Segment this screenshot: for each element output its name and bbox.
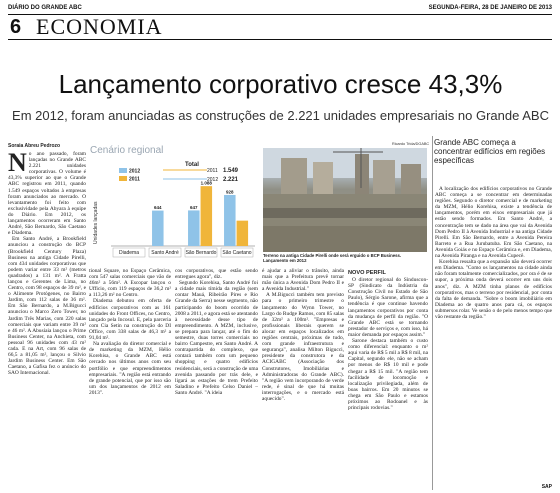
section-bar (8, 14, 552, 40)
legend-label: 2012 (129, 168, 141, 175)
masthead-paper-name: DIÁRIO DO GRANDE ABC (8, 5, 82, 11)
totals-label: Total (185, 162, 199, 168)
y-axis-label: Unidades lançadas (93, 201, 99, 244)
headline: Lançamento corporativo cresce 43,3% (58, 69, 503, 99)
data-label: 928 (226, 189, 234, 195)
x-tick-label: Diadema (118, 250, 140, 256)
side-headline: Grande ABC começa a concentrar edifícios em regiões específicas (434, 138, 546, 165)
bar-2011-2 (201, 186, 213, 246)
page-number: 6 (10, 15, 22, 38)
total-value: 2.221 (223, 177, 239, 183)
byline: Soraia Abreu Pedrozo (8, 143, 61, 149)
article-paragraph: cos corporativos, que estão sendo entregues agora", diz. (175, 268, 258, 281)
article-paragraph: Em Santo André, a Brookfield anunciou a construção do BCP (Brookfield Century Plaza) Business na antiga Cidade Pirelli, com 434 unidades corporativas que podem variar entre 33 m² (metros quadrados) a 131 m². A Fratta lançou e Gerentes de Lima, no Centro, com 98 espaços de 39 m², e o Alimente Protógenes, no Bairro Jardim, com 112 salas de 36 m². Em São Bernardo, a M.Bigucci anunciou o Marco Zero Tower, no Jardim Três Marias, com 220 salas comerciais que variam entre 39 m² e 46 m². A Abusiaia lançou o Prime Business Center, na Anchieta, com pessoal 96 unidades com 43 m² cada. E na Art, com 96 salas de 66,5 a 81,05 m², lançou o Silvio Jardim Business Center. Em São Caetano, a Gafisa fez o anúncio do SAO Internacional. (8, 236, 86, 377)
bar-2012-1 (152, 211, 164, 246)
legend-label: 2011 (129, 176, 140, 183)
data-label: 647 (190, 204, 198, 210)
article-paragraph: tional Square, no Espaço Cerâmica, com 547 salas comerciais que vão de 46m² a 56m². A Escopar lançou o Ufficio, com 119 espaços de 36,2 m² a 113,26 m² no Centro. (89, 268, 171, 299)
article-paragraph: Korehisa ressalta que a expansão não deverá ocorrer em Diadema. "Como os lançamentos na cidade ainda não foram totalmente comercializados, por ora é de se supor, a próxima onda deverá ocorrer em uns dois anos", diz. A MZM tinha planos de edifícios corporativos, mas o terreno por residencial, por conta da falta de demanda. "Sobre o boom imobiliário em Diadema ao de quatro anos para cá, os espaços submersos rolar. Ve senão o de pelo menos tempo que vão restante da região." (435, 259, 552, 320)
photo-illustration (263, 148, 427, 252)
article-paragraph: Segundo Korehisa, Santo André foi a cidade mais tímida da região (sem contar Mauá, Ribeirão Pires e Rio Grande da Serra) nesse segmento, não participando do boom ocorrido de 2008 a 2011, e agora está se atentando à necessidade desse tipo de empreendimento. A MZM, inclusive, se prepara para lançar, até o fim do semestre, duas torres comerciais no bairro Campestre, em Santo André. A contrapartida do complexo, que contará também com um pequeno shopping e quatro edifícios residenciais, será a construção de uma avenida passando por trás dele, e ligará as estações de trem Prefeito Saladino e Prefeito Celso Daniel – Santo André. "A ideia (175, 280, 258, 396)
photo-caption: Terreno na antiga Cidade Pirelli onde será erguido o BCP Business. Lançamento em 2012 (263, 253, 402, 263)
article-column-4 (262, 268, 344, 489)
article-paragraph: Na avaliação do diretor comercial e de marketing da MZM, Hélio Korehisa, o Grande ABC está cercado nos últimos anos com seu portfólio e que empreendimentos empresariais. "A região está entrando de grande potencial, que por isso são um dos lançamentos de 2012 em 2013". (89, 341, 171, 396)
section-name: ECONOMIA (36, 14, 163, 39)
x-tick-label: São Bernardo (185, 250, 217, 256)
legend-swatch-2012 (119, 168, 127, 173)
total-year: 2011 (207, 168, 218, 174)
x-tick-label: São Caetano (222, 250, 252, 256)
data-label: 644 (154, 205, 162, 211)
column-divider (432, 136, 433, 490)
total-year: 2012 (207, 177, 219, 183)
bar-2012-2 (188, 210, 200, 246)
article-column-5 (348, 268, 428, 489)
side-article (435, 186, 552, 489)
article-paragraph: é ajudar a aliviar o trânsito, ainda mais que a Prefeitura prevê tornar mão única a Avenida Dom Pedro II e a Avenida Industrial." (262, 268, 344, 293)
article-column-1 (8, 151, 86, 489)
article-column-2 (89, 268, 171, 489)
dropcap: N (8, 151, 27, 177)
data-label: 1.088 (200, 180, 212, 186)
legend-swatch-2011 (119, 176, 127, 181)
article-paragraph: A localização dos edifícios corporativos no Grande ABC começa a se concentrar em determinadas regiões. Segundo o diretor comercial e de marketing da MZM, Hélio Korehisa, existe a tendência de lançamentos, porém em eixos empresariais que já estão sendo formados. Em Santo André, a concentração tem se dado na área que vai da Avenida Dom Pedro II à Avenida Industrial e na antiga Cidade Pirelli. Em São Bernardo, entre a Avenida Pereira Barreto e a Rua Jurubatuba. Em São Caetano, na Avenida Goiás e no Espaço Cerâmica e, em Diadema, na Avenida Piranga e na Avenida Cupecê. (435, 186, 552, 260)
bar-2012-3 (224, 195, 236, 246)
article-paragraph: O diretor regional do Sinduscon-SP (Sindicato da Indústria da Construção Civil no Estado de São Paulo), Sérgio Sarone, afirma que a tendência é que continue havendo lançamentos corporativos por conta da mudança de perfil da região. "O Grande ABC está se tornando prestador de serviços e, com isso, há maior demanda por espaços assim." (348, 277, 428, 338)
x-tick-label: Santo André (151, 250, 179, 256)
bar-2011-3 (237, 221, 249, 246)
article-column-3 (175, 268, 258, 489)
masthead-date: SEGUNDA-FEIRA, 28 DE JANEIRO DE 2013 (428, 5, 552, 11)
subhead: Em 2012, foram anunciadas as construções de 2.221 unidades empresariais no Grande ABC (12, 108, 549, 123)
article-paragraph: Diadema debutou em oferta de edifícios corporativos com as 161 unidades do Front Offices, no Centro, lançado pela Incosul. E, pela parceria com Cia Setin na construção do DI Office, com 338 salas de 46,3 m² a 91,04 m². (89, 298, 171, 342)
article-paragraph: Sarone destaca também o custo como diferencial: enquanto o m² aqui varia de R$ 5 mil a R$ 8 mil, na Capital, segundo ele, não se acham por menos de R$ 10 mil e pode chegar a R$ 15 mil. "A região tem facilidade de locomoção e localização privilegiada, além de boas bairros. Em 20 minutos se chega em São Paulo e estamos próximos ao Rodoanel e às principais rodovias." (348, 338, 428, 412)
section-subtitle: NOVO PERFIL (348, 270, 386, 276)
construction-site-photo (263, 148, 427, 252)
chart-title: Cenário regional (90, 145, 164, 156)
footer-mark: SAP (541, 484, 552, 490)
article-paragraph: A M.Bigucci também tem previsto para o primeiro trimestre o lançamento do Wynn Tower, no Largo do Rudge Ramos, com 85 salas de 32m² a 100m². "Empresas e profissionais liberais querem se alocar em espaços localizados em regiões centrais, próximas de tudo, com grande infraestrutura e segurança", analisa Milton Bigucci, presidente da construtora e da ACIGABC (Associação dos Construtores, Imobiliárias e Administradoras do Grande ABC). "A região vem incorporando de verde rede, é sinal de que há muitas interrogações, e o mercado está aquecido". (262, 292, 344, 402)
bar-chart (89, 158, 261, 266)
total-value: 1.549 (223, 168, 239, 174)
photo-credit: Ricardo Trida/DGABC (392, 142, 430, 146)
article-paragraph: o ano passado, foram lançadas no Grande ABC 2.221 unidades corporativas. O volume é 43,3% superior ao que o Grande ABC registrou em 2011, quando 1.549 espaços voltados à empresas foram anunciados ao mercado. O levantamento foi feito com exclusividade pela Abyara à equipe do Diário. Em 2012, os lançamentos ocorreram em Santo André, São Bernardo, São Caetano e Diadema. (8, 151, 86, 237)
masthead (8, 3, 552, 13)
